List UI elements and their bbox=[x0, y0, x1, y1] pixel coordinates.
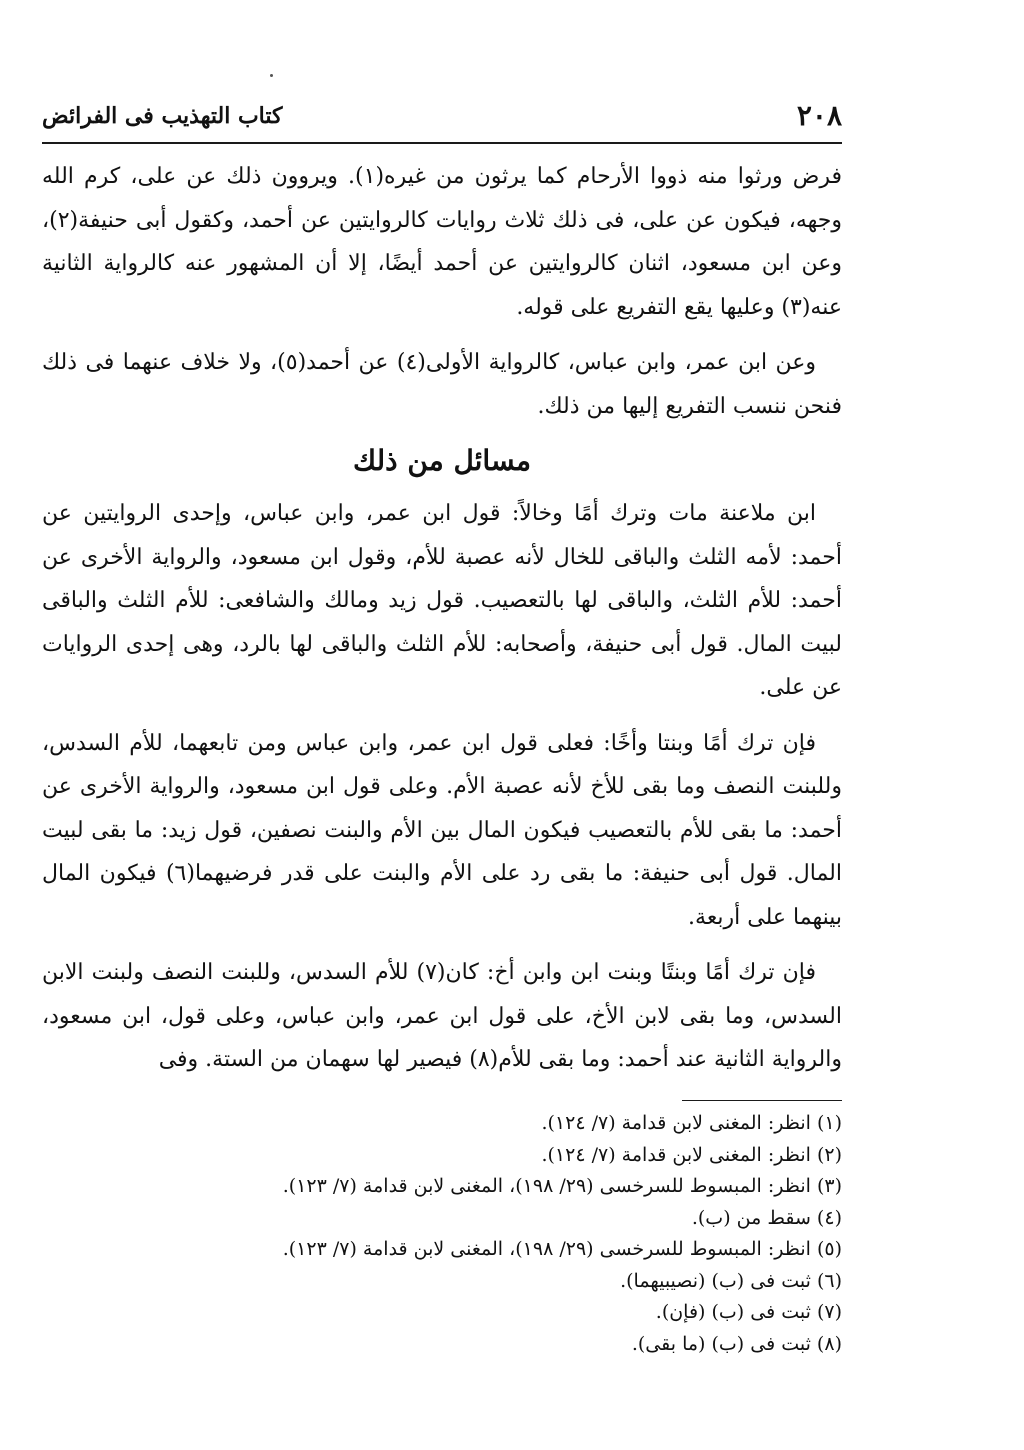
footnotes-list bbox=[42, 1108, 842, 1360]
paragraph: فإن ترك أمًا وبنتًا وبنت ابن وابن أخ: كان(٧) للأم السدس، وللبنت النصف ولبنت الابن السدس، وما بقى لابن الأخ، على قول ابن عمر، وابن عباس، وعلى قول، ابن مسعود، والرواية الثانية عند أحمد: وما بقى للأم(٨) فيصير لها سهمان من الستة. وفى bbox=[42, 960, 842, 1072]
paragraph: ابن ملاعنة مات وترك أمًا وخالاً: قول ابن عمر، وابن عباس، وإحدى الروايتين عن أحمد: لأمه الثلث والباقى للخال لأنه عصبة للأم، وقول ابن مسعود، والرواية الأخرى عن أحمد: للأم الثلث، والباقى لها بالتعصيب. قول زيد ومالك والشافعى: للأم الثلث والباقى لبيت المال. قول أبى حنيفة، وأصحابه: للأم الثلث والباقى لها بالرد، وهى إحدى الروايات عن على. bbox=[42, 501, 842, 700]
page-header bbox=[42, 96, 842, 136]
footnote: (٣) انظر: المبسوط للسرخسى (٢٩/ ١٩٨)، المغنى لابن قدامة (٧/ ١٢٣). bbox=[282, 1175, 842, 1197]
main-text bbox=[42, 155, 842, 1094]
running-title: كتاب التهذيب فى الفرائض bbox=[42, 103, 283, 129]
footnote: (٢) انظر: المغنى لابن قدامة (٧/ ١٢٤). bbox=[541, 1143, 842, 1166]
footnote: (٨) ثبت فى (ب) (ما بقى). bbox=[631, 1332, 842, 1355]
footnote: (٤) سقط من (ب). bbox=[691, 1206, 842, 1229]
section-heading: مسائل من ذلك bbox=[353, 444, 531, 477]
footnote: (١) انظر: المغنى لابن قدامة (٧/ ١٢٤). bbox=[541, 1112, 842, 1134]
footnote: (٦) ثبت فى (ب) (نصيبيهما). bbox=[620, 1269, 842, 1292]
page-number: ٢٠٨ bbox=[796, 99, 842, 132]
paragraph: وعن ابن عمر، وابن عباس، كالرواية الأولى(٤) عن أحمد(٥)، ولا خلاف عنهما فى ذلك فنحن ننسب التفريع إليها من ذلك. bbox=[42, 350, 842, 419]
scan-speck bbox=[270, 74, 273, 77]
paragraph: فإن ترك أمًا وبنتا وأخًا: فعلى قول ابن عمر، وابن عباس ومن تابعهما، للأم السدس، وللبنت النصف وما بقى للأخ لأنه عصبة الأم. وعلى قول ابن مسعود، والرواية الأخرى عن أحمد: ما بقى للأم بالتعصيب فيكون المال بين الأم والبنت نصفين، قول زيد: ما بقى لبيت المال. قول أبى حنيفة: ما بقى رد على الأم والبنت على قدر فرضيهما(٦) فيكون المال بينهما على أربعة. bbox=[42, 730, 842, 930]
footnote-separator bbox=[682, 1100, 842, 1101]
footnote: (٧) ثبت فى (ب) (فإن). bbox=[655, 1301, 842, 1323]
paragraph: فرض ورثوا منه ذووا الأرحام كما يرثون من غيره(١). ويروون ذلك عن على، كرم الله وجهه، فيكون عن على، فى ذلك ثلاث روايات كالروايتين عن أحمد، وكقول أبى حنيفة(٢)، وعن ابن مسعود، اثنان كالروايتين عن أحمد أيضًا، إلا أن المشهور عنه كالرواية الثانية عنه(٣) وعليها يقع التفريع على قوله. bbox=[42, 164, 843, 320]
header-rule bbox=[42, 142, 842, 144]
footnote: (٥) انظر: المبسوط للسرخسى (٢٩/ ١٩٨)، المغنى لابن قدامة (٧/ ١٢٣). bbox=[282, 1238, 842, 1260]
document-page bbox=[42, 0, 842, 1450]
